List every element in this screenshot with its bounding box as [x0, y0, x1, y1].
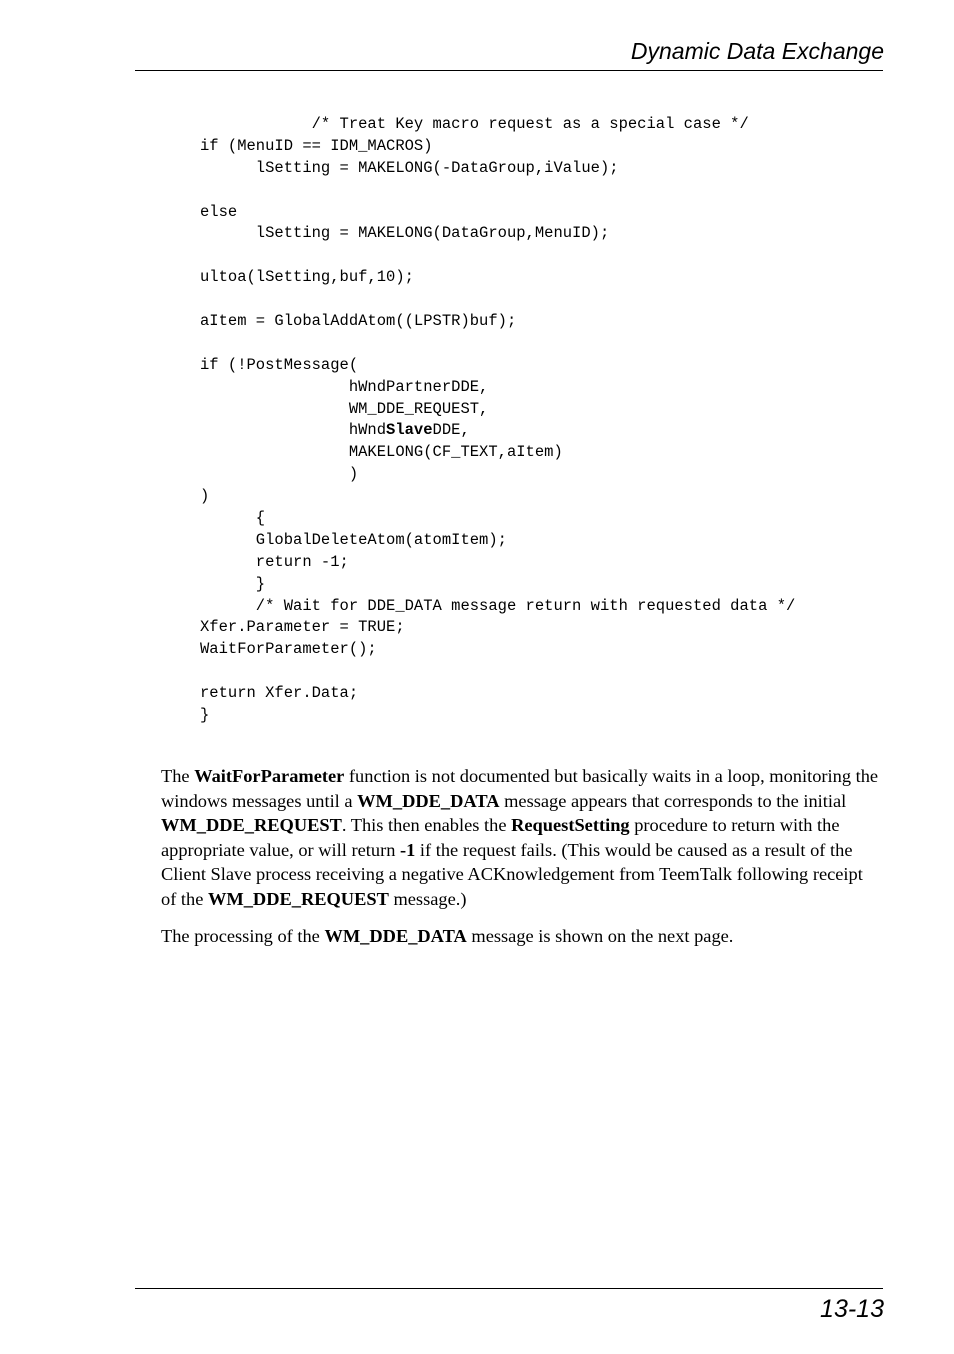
code-line: if (!PostMessage( [200, 355, 359, 374]
code-text: DDE, [432, 421, 470, 440]
text-run: procedure to return with the appropriate value, or will return [161, 815, 840, 860]
bold-term: WM_DDE_REQUEST [161, 815, 342, 835]
body-text [161, 764, 881, 962]
code-line [200, 245, 795, 267]
code-text: hWnd [200, 421, 387, 440]
code-line [200, 333, 795, 355]
page-number: 13-13 [820, 1295, 884, 1323]
code-line: /* Treat Key macro request as a special case */ [200, 115, 749, 133]
text-run: message appears that corresponds to the initial [499, 790, 847, 811]
code-line: if (MenuID == IDM_MACROS) [200, 136, 433, 155]
footer-rule [135, 1288, 883, 1289]
paragraph-processing [161, 924, 881, 949]
paragraph-waitforparameter [161, 764, 881, 911]
code-line: MAKELONG(CF_TEXT,aItem) [200, 443, 563, 462]
code-line-with-bold [200, 420, 795, 442]
code-line: aItem = GlobalAddAtom((LPSTR)buf); [200, 312, 517, 331]
text-run: message is shown on the next page. [466, 926, 734, 946]
bold-term: -1 [400, 839, 416, 860]
header-rule [135, 70, 883, 71]
code-line [200, 661, 795, 683]
code-bold-text: Slave [386, 421, 433, 440]
bold-term: WM_DDE_DATA [324, 926, 467, 946]
text-run: function is not documented but basically waits in a loop, monitoring the windows messages until a [161, 766, 879, 811]
code-line: GlobalDeleteAtom(atomItem); [200, 530, 507, 549]
code-line: /* Wait for DDE_DATA message return with requested data */ [200, 596, 796, 615]
code-line: return -1; [200, 552, 349, 571]
code-line: { [200, 509, 266, 528]
code-listing [200, 114, 795, 727]
bold-term: WM_DDE_REQUEST [207, 888, 389, 909]
code-line: return Xfer.Data; [200, 684, 359, 703]
code-line: } [200, 574, 266, 593]
code-line: } [200, 706, 210, 725]
code-line: ultoa(lSetting,buf,10); [200, 268, 414, 287]
page-header-title: Dynamic Data Exchange [630, 38, 884, 64]
text-run: message.) [388, 888, 467, 909]
code-line: ) [200, 487, 210, 506]
text-run: The processing of the [161, 926, 325, 946]
code-line [200, 289, 795, 311]
code-line: lSetting = MAKELONG(DataGroup,MenuID); [200, 224, 610, 243]
code-line: WaitForParameter(); [200, 640, 377, 659]
code-line [200, 180, 795, 202]
text-run: The [161, 766, 195, 786]
code-line: Xfer.Parameter = TRUE; [200, 618, 405, 637]
bold-term: WaitForParameter [194, 766, 345, 786]
text-run: . This then enables the [341, 815, 512, 835]
text-run: if the request fails. (This would be caused as a result of the Client Slave process receiving a negative ACKnowledgement from TeemTalk following receipt of the [161, 839, 863, 909]
code-line: ) [200, 465, 359, 484]
bold-term: RequestSetting [511, 815, 630, 835]
code-line: else [200, 202, 238, 221]
bold-term: WM_DDE_DATA [357, 790, 500, 811]
code-line: hWndPartnerDDE, [200, 377, 489, 396]
code-line: lSetting = MAKELONG(-DataGroup,iValue); [200, 158, 619, 177]
code-line: WM_DDE_REQUEST, [200, 399, 489, 418]
